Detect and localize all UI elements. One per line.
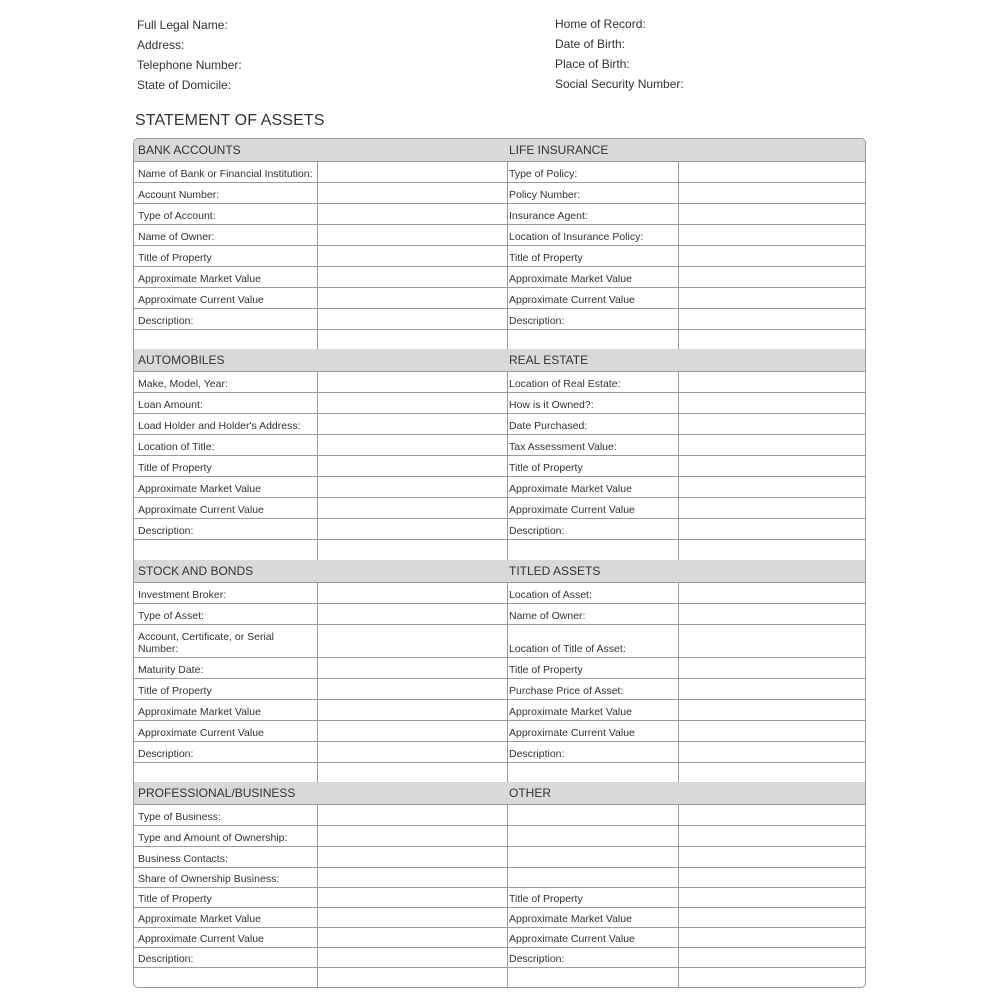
field-value-cell[interactable] xyxy=(317,679,507,699)
field-label: Description: xyxy=(509,315,565,327)
personal-info-left xyxy=(137,15,457,95)
form-row xyxy=(134,826,507,847)
field-value-cell[interactable] xyxy=(678,658,865,678)
field-value-cell[interactable] xyxy=(317,393,507,413)
field-label: Name of Owner: xyxy=(138,231,215,243)
form-row xyxy=(507,372,865,393)
field-label: Type of Asset: xyxy=(138,610,204,622)
category-header-professional-business: PROFESSIONAL/BUSINESS xyxy=(134,782,507,805)
field-label: Approximate Current Value xyxy=(138,727,264,739)
field-value-cell[interactable] xyxy=(317,948,507,967)
assets-right-column xyxy=(507,139,865,987)
field-label: Location of Asset: xyxy=(509,589,592,601)
form-row xyxy=(134,847,507,868)
field-value-cell[interactable] xyxy=(317,477,507,497)
field-value-cell[interactable] xyxy=(317,968,507,988)
field-value-cell[interactable] xyxy=(678,288,865,308)
form-row xyxy=(507,267,865,288)
field-value-cell[interactable] xyxy=(678,763,865,783)
field-value-cell[interactable] xyxy=(678,225,865,245)
field-label: Approximate Current Value xyxy=(138,933,264,945)
field-value-cell[interactable] xyxy=(317,826,507,846)
field-value-cell[interactable] xyxy=(317,162,507,182)
category-header-other: OTHER xyxy=(507,782,865,805)
personal-info xyxy=(137,15,857,97)
field-value-cell[interactable] xyxy=(678,162,865,182)
field-label: Insurance Agent: xyxy=(509,210,588,222)
field-label: Title of Property xyxy=(509,893,583,905)
form-row xyxy=(134,309,507,330)
field-label: Description: xyxy=(138,525,194,537)
field-value-cell[interactable] xyxy=(678,948,865,967)
field-value-cell[interactable] xyxy=(317,246,507,266)
form-row xyxy=(134,204,507,225)
field-label: How is it Owned?: xyxy=(509,399,594,411)
form-row xyxy=(134,868,507,888)
form-row xyxy=(507,204,865,225)
field-value-cell[interactable] xyxy=(678,968,865,988)
field-value-cell[interactable] xyxy=(317,204,507,224)
form-row xyxy=(134,519,507,540)
field-value-cell[interactable] xyxy=(317,309,507,329)
field-label: Account, Certificate, or Serial Number: xyxy=(138,631,274,655)
field-value-cell[interactable] xyxy=(678,805,865,825)
date-of-birth-label: Date of Birth: xyxy=(555,37,626,51)
form-row xyxy=(507,414,865,435)
field-label: Location of Title of Asset: xyxy=(509,643,626,655)
form-row xyxy=(507,928,865,948)
field-value-cell[interactable] xyxy=(678,246,865,266)
form-row xyxy=(507,625,865,658)
field-label: Approximate Market Value xyxy=(509,913,632,925)
field-value-cell[interactable] xyxy=(678,309,865,329)
form-row xyxy=(507,288,865,309)
field-value-cell[interactable] xyxy=(317,183,507,203)
form-row xyxy=(134,928,507,948)
form-row xyxy=(507,519,865,540)
field-value-cell[interactable] xyxy=(678,204,865,224)
field-label: Type of Account: xyxy=(138,210,216,222)
field-label: Purchase Price of Asset: xyxy=(509,685,624,697)
form-row xyxy=(507,968,865,988)
field-label: Approximate Current Value xyxy=(509,294,635,306)
field-value-cell[interactable] xyxy=(317,583,507,603)
form-row xyxy=(507,700,865,721)
field-value-cell[interactable] xyxy=(317,456,507,476)
field-label: Make, Model, Year: xyxy=(138,378,228,390)
field-label: Type and Amount of Ownership: xyxy=(138,832,288,844)
form-row xyxy=(507,583,865,604)
field-label: Tax Assessment Value: xyxy=(509,441,617,453)
form-row xyxy=(507,477,865,498)
form-row xyxy=(134,742,507,763)
form-row xyxy=(134,393,507,414)
field-label: Name of Bank or Financial Institution: xyxy=(138,168,313,180)
form-row xyxy=(507,246,865,267)
field-label: Approximate Market Value xyxy=(509,706,632,718)
field-value-cell[interactable] xyxy=(678,372,865,392)
field-value-cell[interactable] xyxy=(317,805,507,825)
form-row xyxy=(507,162,865,183)
category-header-bank-accounts: BANK ACCOUNTS xyxy=(134,139,507,162)
category-header-automobiles: AUTOMOBILES xyxy=(134,349,507,372)
form-row xyxy=(134,948,507,968)
form-row xyxy=(507,604,865,625)
field-value-cell[interactable] xyxy=(678,847,865,867)
field-label: Title of Property xyxy=(509,462,583,474)
field-label: Location of Real Estate: xyxy=(509,378,621,390)
form-row xyxy=(134,604,507,625)
form-row xyxy=(134,700,507,721)
field-label: Share of Ownership Business: xyxy=(138,873,280,885)
page-title: STATEMENT OF ASSETS xyxy=(135,112,325,129)
form-row xyxy=(134,183,507,204)
form-row xyxy=(507,826,865,847)
field-value-cell[interactable] xyxy=(317,330,507,350)
form-row xyxy=(134,583,507,604)
field-label: Approximate Current Value xyxy=(509,727,635,739)
field-label: Policy Number: xyxy=(509,189,581,201)
form-row xyxy=(507,742,865,763)
field-value-cell[interactable] xyxy=(678,826,865,846)
form-row xyxy=(507,225,865,246)
form-row xyxy=(507,540,865,561)
state-of-domicile-label: State of Domicile: xyxy=(137,78,232,92)
field-value-cell[interactable] xyxy=(678,625,865,657)
field-label: Name of Owner: xyxy=(509,610,586,622)
place-of-birth-label: Place of Birth: xyxy=(555,57,630,71)
category-header-titled-assets: TITLED ASSETS xyxy=(507,560,865,583)
field-label: Approximate Market Value xyxy=(509,483,632,495)
field-value-cell[interactable] xyxy=(317,763,507,783)
field-value-cell[interactable] xyxy=(317,700,507,720)
form-row xyxy=(134,679,507,700)
field-value-cell[interactable] xyxy=(317,604,507,624)
home-of-record-label: Home of Record: xyxy=(555,17,646,31)
full-legal-name-label: Full Legal Name: xyxy=(137,18,228,32)
form-row xyxy=(507,456,865,477)
form-row xyxy=(134,330,507,351)
field-label: Date Purchased: xyxy=(509,420,588,432)
field-value-cell[interactable] xyxy=(678,435,865,455)
field-label: Title of Property xyxy=(509,252,583,264)
form-row xyxy=(507,183,865,204)
field-label: Description: xyxy=(138,315,194,327)
field-value-cell[interactable] xyxy=(317,658,507,678)
field-value-cell[interactable] xyxy=(317,414,507,434)
social-security-number-label: Social Security Number: xyxy=(555,77,684,91)
field-value-cell[interactable] xyxy=(317,225,507,245)
form-row xyxy=(134,414,507,435)
field-label: Title of Property xyxy=(509,664,583,676)
form-row xyxy=(507,679,865,700)
form-row xyxy=(134,908,507,928)
field-label: Type of Policy: xyxy=(509,168,578,180)
personal-info-right xyxy=(555,14,875,94)
field-value-cell[interactable] xyxy=(317,372,507,392)
field-label: Approximate Current Value xyxy=(509,504,635,516)
field-value-cell[interactable] xyxy=(678,888,865,907)
field-label: Approximate Current Value xyxy=(138,294,264,306)
field-label: Title of Property xyxy=(138,252,212,264)
form-row xyxy=(507,658,865,679)
field-value-cell[interactable] xyxy=(317,928,507,947)
form-row xyxy=(507,847,865,868)
telephone-number-label: Telephone Number: xyxy=(137,58,242,72)
field-label: Approximate Market Value xyxy=(138,273,261,285)
field-value-cell[interactable] xyxy=(678,477,865,497)
form-row xyxy=(134,763,507,784)
field-value-cell[interactable] xyxy=(317,267,507,287)
form-row xyxy=(134,721,507,742)
field-label: Title of Property xyxy=(138,462,212,474)
field-value-cell[interactable] xyxy=(678,519,865,539)
field-label: Load Holder and Holder's Address: xyxy=(138,420,301,432)
form-row xyxy=(507,868,865,888)
form-row xyxy=(134,246,507,267)
field-label: Approximate Market Value xyxy=(138,483,261,495)
field-value-cell[interactable] xyxy=(317,288,507,308)
field-value-cell[interactable] xyxy=(678,456,865,476)
field-value-cell[interactable] xyxy=(317,721,507,741)
field-label: Description: xyxy=(138,748,194,760)
field-value-cell[interactable] xyxy=(317,908,507,927)
field-label: Approximate Current Value xyxy=(138,504,264,516)
form-row xyxy=(134,805,507,826)
form-row xyxy=(134,162,507,183)
field-label: Description: xyxy=(509,525,565,537)
field-value-cell[interactable] xyxy=(317,888,507,907)
assets-table xyxy=(133,138,866,988)
form-row xyxy=(507,805,865,826)
field-value-cell[interactable] xyxy=(317,625,507,657)
form-row xyxy=(134,498,507,519)
field-label: Business Contacts: xyxy=(138,853,228,865)
field-label: Loan Amount: xyxy=(138,399,203,411)
field-label: Description: xyxy=(509,953,565,965)
form-row xyxy=(507,908,865,928)
form-row xyxy=(507,948,865,968)
assets-left-column xyxy=(134,139,508,987)
field-value-cell[interactable] xyxy=(317,519,507,539)
field-value-cell[interactable] xyxy=(678,928,865,947)
form-row xyxy=(134,456,507,477)
field-value-cell[interactable] xyxy=(317,435,507,455)
field-label: Approximate Market Value xyxy=(138,913,261,925)
field-label: Type of Business: xyxy=(138,811,221,823)
field-value-cell[interactable] xyxy=(678,267,865,287)
form-row xyxy=(134,625,507,658)
field-label: Investment Broker: xyxy=(138,589,227,601)
field-value-cell[interactable] xyxy=(678,604,865,624)
category-header-real-estate: REAL ESTATE xyxy=(507,349,865,372)
field-value-cell[interactable] xyxy=(678,540,865,560)
form-row xyxy=(507,309,865,330)
field-value-cell[interactable] xyxy=(678,742,865,762)
form-row xyxy=(134,372,507,393)
category-header-life-insurance: LIFE INSURANCE xyxy=(507,139,865,162)
field-label: Approximate Market Value xyxy=(138,706,261,718)
form-row xyxy=(134,477,507,498)
address-label: Address: xyxy=(137,38,185,52)
field-value-cell[interactable] xyxy=(678,721,865,741)
field-value-cell[interactable] xyxy=(678,498,865,518)
field-value-cell[interactable] xyxy=(678,414,865,434)
form-row xyxy=(134,267,507,288)
field-value-cell[interactable] xyxy=(678,183,865,203)
form-row xyxy=(134,968,507,988)
field-value-cell[interactable] xyxy=(317,498,507,518)
field-label: Location of Title: xyxy=(138,441,215,453)
field-label: Description: xyxy=(509,748,565,760)
form-row xyxy=(507,763,865,784)
field-value-cell[interactable] xyxy=(678,868,865,887)
field-value-cell[interactable] xyxy=(317,847,507,867)
form-row xyxy=(507,330,865,351)
form-row xyxy=(134,540,507,561)
field-label: Title of Property xyxy=(138,893,212,905)
field-label: Account Number: xyxy=(138,189,220,201)
field-value-cell[interactable] xyxy=(317,742,507,762)
field-value-cell[interactable] xyxy=(678,679,865,699)
field-value-cell[interactable] xyxy=(678,908,865,927)
field-label: Maturity Date: xyxy=(138,664,204,676)
form-row xyxy=(507,435,865,456)
field-value-cell[interactable] xyxy=(678,700,865,720)
form-row xyxy=(134,888,507,908)
field-label: Title of Property xyxy=(138,685,212,697)
form-row xyxy=(507,888,865,908)
field-label: Approximate Market Value xyxy=(509,273,632,285)
field-value-cell[interactable] xyxy=(678,330,865,350)
field-value-cell[interactable] xyxy=(317,868,507,887)
form-row xyxy=(134,435,507,456)
field-label: Location of Insurance Policy: xyxy=(509,231,644,243)
field-label: Description: xyxy=(138,953,194,965)
form-row xyxy=(507,393,865,414)
field-value-cell[interactable] xyxy=(678,583,865,603)
field-label: Approximate Current Value xyxy=(509,933,635,945)
form-row xyxy=(134,225,507,246)
field-value-cell[interactable] xyxy=(317,540,507,560)
field-value-cell[interactable] xyxy=(678,393,865,413)
form-row xyxy=(134,658,507,679)
category-header-stock-and-bonds: STOCK AND BONDS xyxy=(134,560,507,583)
form-row xyxy=(134,288,507,309)
form-row xyxy=(507,498,865,519)
form-row xyxy=(507,721,865,742)
